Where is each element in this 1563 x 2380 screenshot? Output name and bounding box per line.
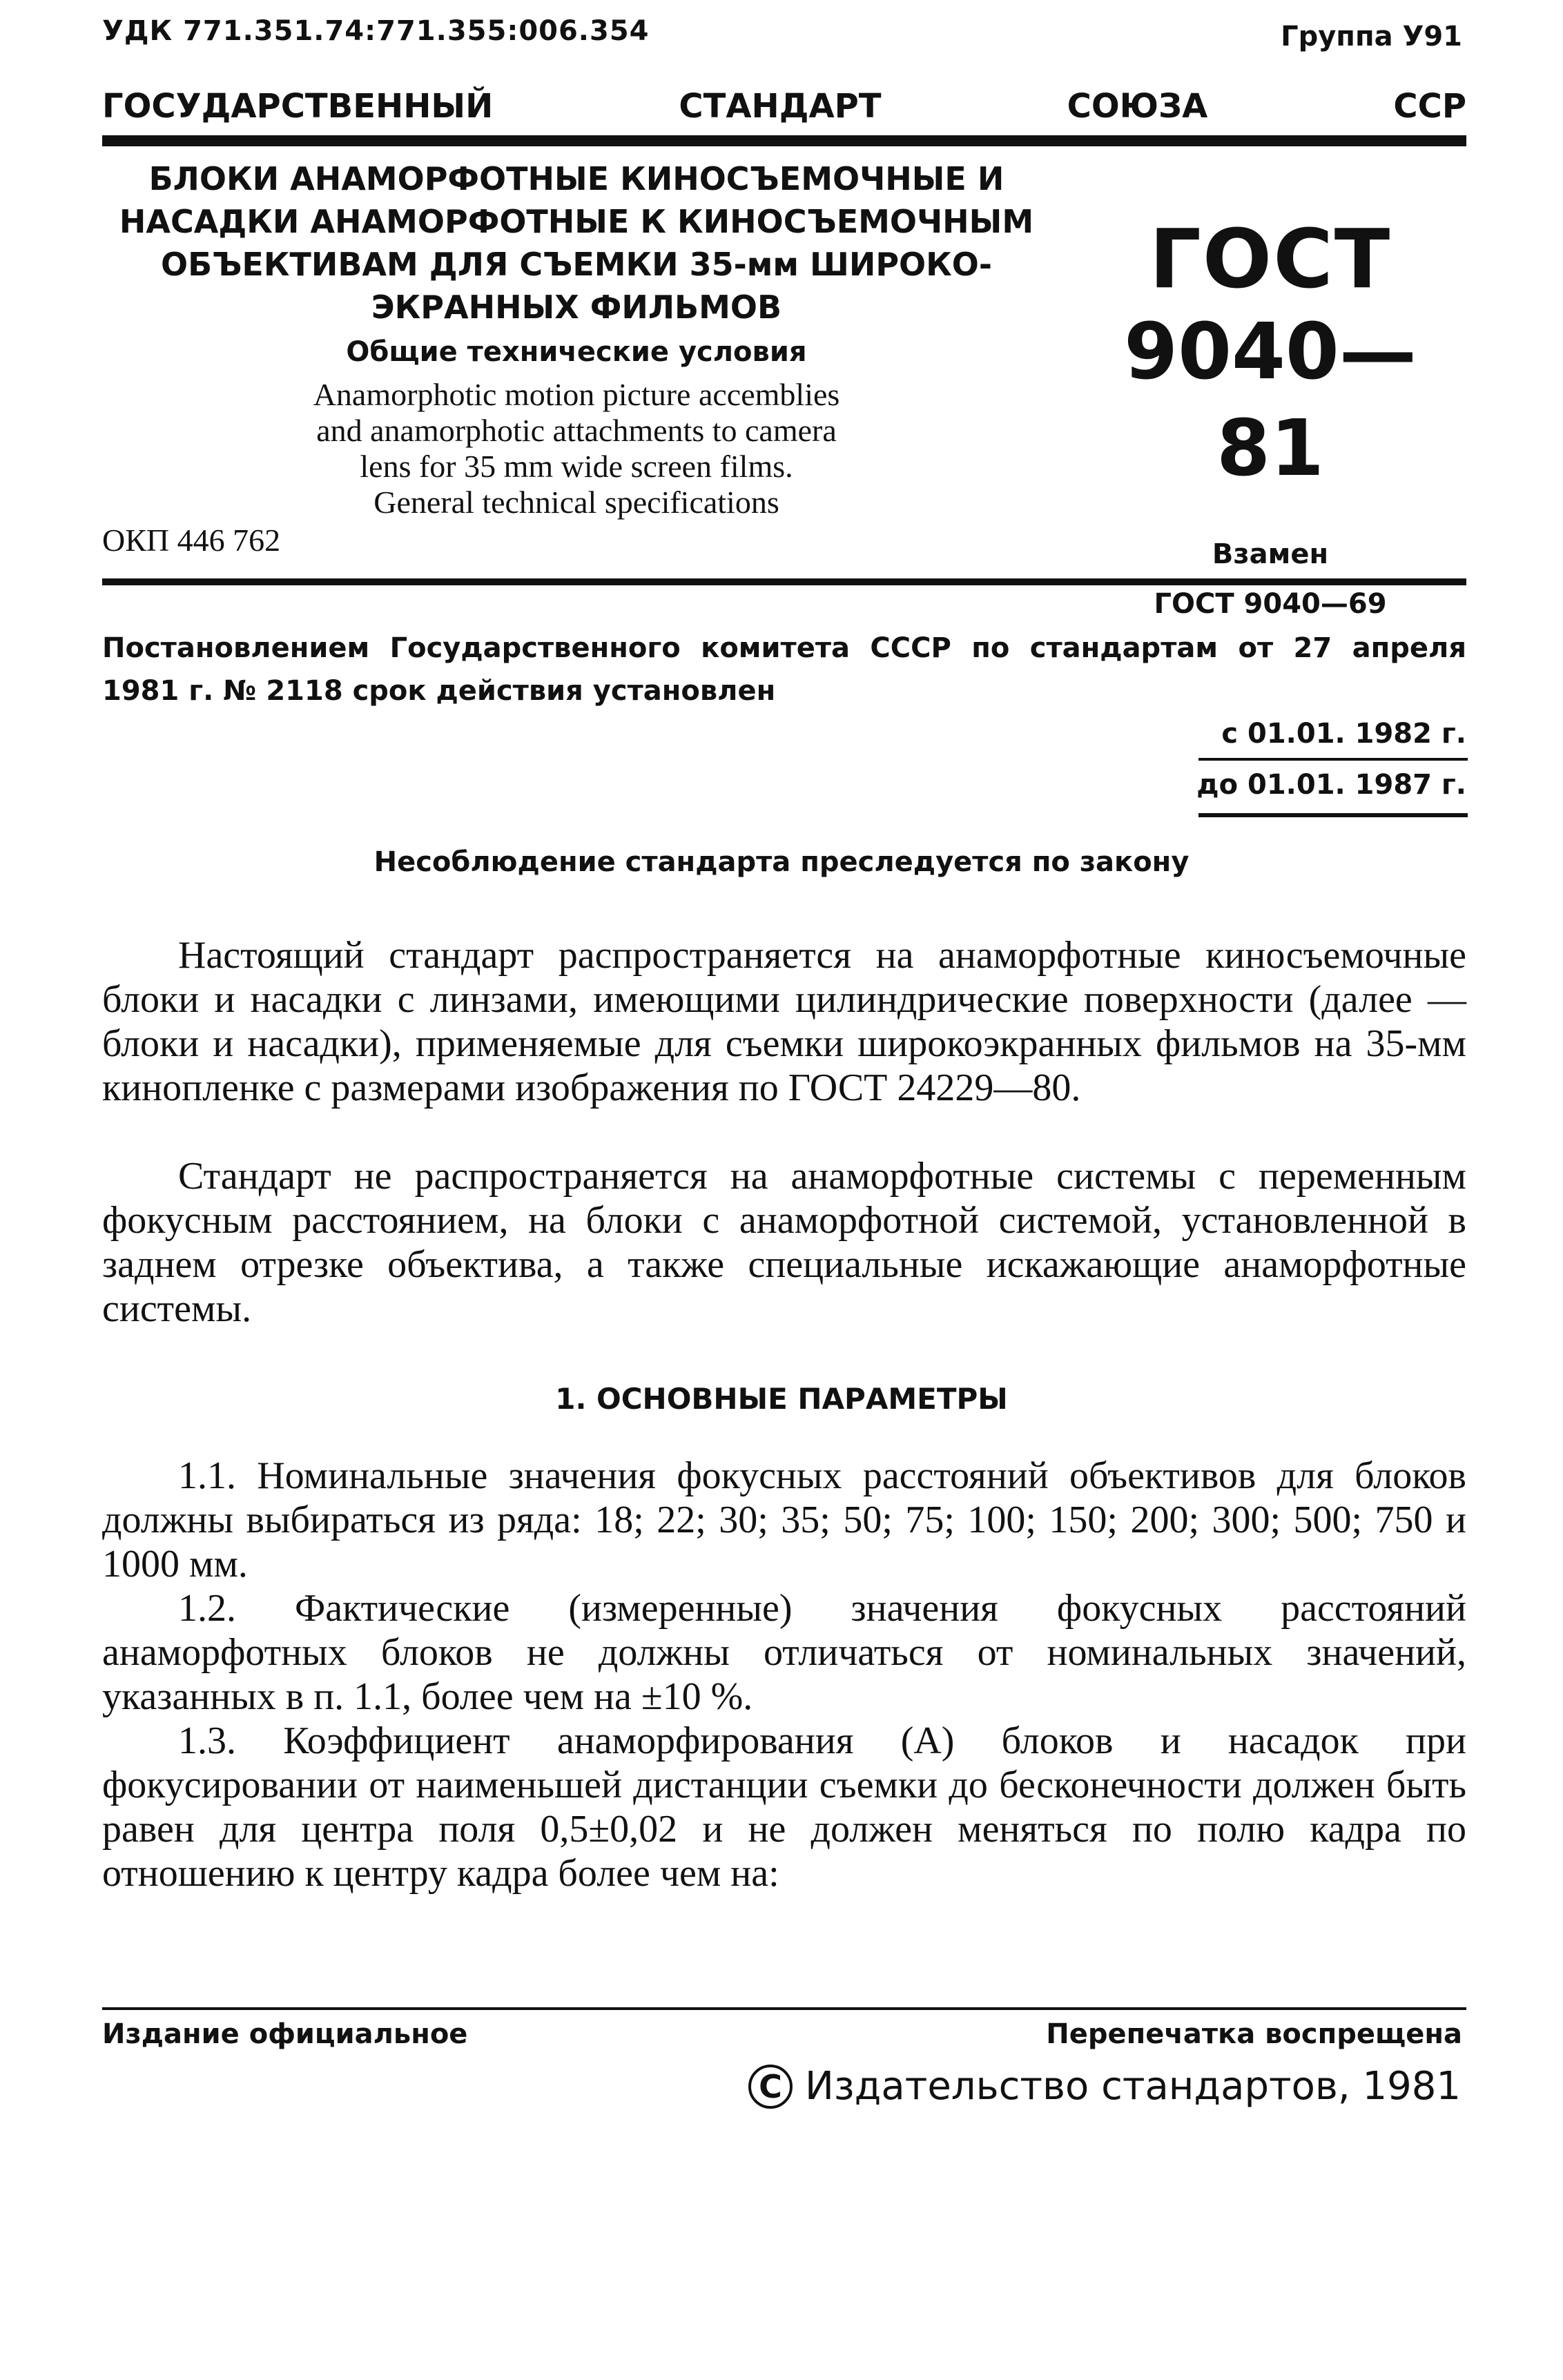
replaces-label: Взамен [1212,538,1329,570]
footer-rule [102,2007,1466,2010]
decree-text: Постановлением Государственного комитета СССР по стандартам от 27 апреля 1981 г. № 2118 срок действия установлен [102,632,1466,707]
okp-code: ОКП 446 762 [102,523,281,558]
state-standard-heading [102,87,1466,126]
gost-block [1077,211,1464,620]
udk-code: УДК 771.351.74:771.355:006.354 [102,15,650,47]
gost-number: 9040—81 [1124,307,1417,494]
title-ru-line: ЭКРАННЫХ ФИЛЬМОВ [371,289,782,326]
group-code: Группа У91 [1281,21,1462,52]
title-ru-line: ОБЪЕКТИВАМ ДЛЯ СЪЕМКИ 35-мм ШИРОКО- [161,246,992,283]
state-standard-word-2: СТАНДАРТ [679,87,882,126]
section-heading: 1. ОСНОВНЫЕ ПАРАМЕТРЫ [555,1382,1008,1416]
header-thick-rule [102,135,1466,146]
official-edition-label: Издание официальное [102,2018,468,2050]
clause-1-3: 1.3. Коэффициент анаморфирования (А) блоков и насадок при фокусировании от наименьшей дистанции съемки до бесконечности должен быть равен для центра поля 0,5±0,02 и не должен меняться по полю кадра по отношению к центру кадра более чем на: [102,1719,1466,1895]
title-subtitle: Общие технические условия [346,336,807,368]
state-standard-word-1: ГОСУДАРСТВЕННЫЙ [102,87,494,126]
title-en-line: lens for 35 mm wide screen films. [360,449,793,484]
state-standard-word-4: ССР [1393,87,1466,126]
publisher-name: Издательство стандартов, 1981 [805,2064,1461,2109]
state-standard-word-3: СОЮЗА [1067,87,1208,126]
title-block [110,157,1042,520]
reprint-prohibited-label: Перепечатка воспрещена [1046,2018,1462,2050]
title-en-line: Anamorphotic motion picture accemblies [313,377,840,412]
date-from: с 01.01. 1982 г. [1221,718,1466,750]
date-to: до 01.01. 1987 г. [1196,769,1466,801]
title-bottom-rule [102,578,1466,585]
replaces-value: ГОСТ 9040—69 [1154,588,1387,620]
date-divider [1198,758,1468,761]
title-ru [110,157,1042,329]
title-ru-line: БЛОКИ АНАМОРФОТНЫЕ КИНОСЪЕМОЧНЫЕ И [148,160,1004,197]
penalty-notice: Несоблюдение стандарта преследуется по закону [373,846,1190,878]
scope-paragraph: Настоящий стандарт распространяется на анаморфотные киносъемочные блоки и насадки с линзами, имеющими цилиндрические поверхности (далее — блоки и насадки), применяемые для съемки широкоэкранных фильмов на 35-мм кинопленке с размерами изображения по ГОСТ 24229—80. [102,934,1466,1109]
date-underline [1198,813,1468,817]
gost-word: ГОСТ [1149,211,1392,306]
clause-1-1: 1.1. Номинальные значения фокусных расстояний объективов для блоков должны выбираться из ряда: 18; 22; 30; 35; 50; 75; 100; 150; 200; 300; 500; 750 и 1000 мм. [102,1454,1466,1586]
title-ru-line: НАСАДКИ АНАМОРФОТНЫЕ К КИНОСЪЕМОЧНЫМ [119,203,1034,240]
clause-1-2: 1.2. Фактические (измеренные) значения фокусных расстояний анаморфотных блоков не должны отличаться от номинальных значений, указанных в п. 1.1, более чем на ±10 %. [102,1587,1466,1718]
title-en-line: and anamorphotic attachments to camera [316,413,837,448]
copyright-icon: C [748,2065,793,2109]
title-en-line: General technical specifications [373,485,779,520]
title-en [110,377,1042,520]
exclusion-paragraph: Стандарт не распространяется на анаморфотные системы с переменным фокусным расстоянием, на блоки с анаморфотной системой, установленной в заднем отрезке объектива, а также специальные искажающие анаморфотные системы. [102,1155,1466,1330]
publisher-line [748,2064,1461,2109]
